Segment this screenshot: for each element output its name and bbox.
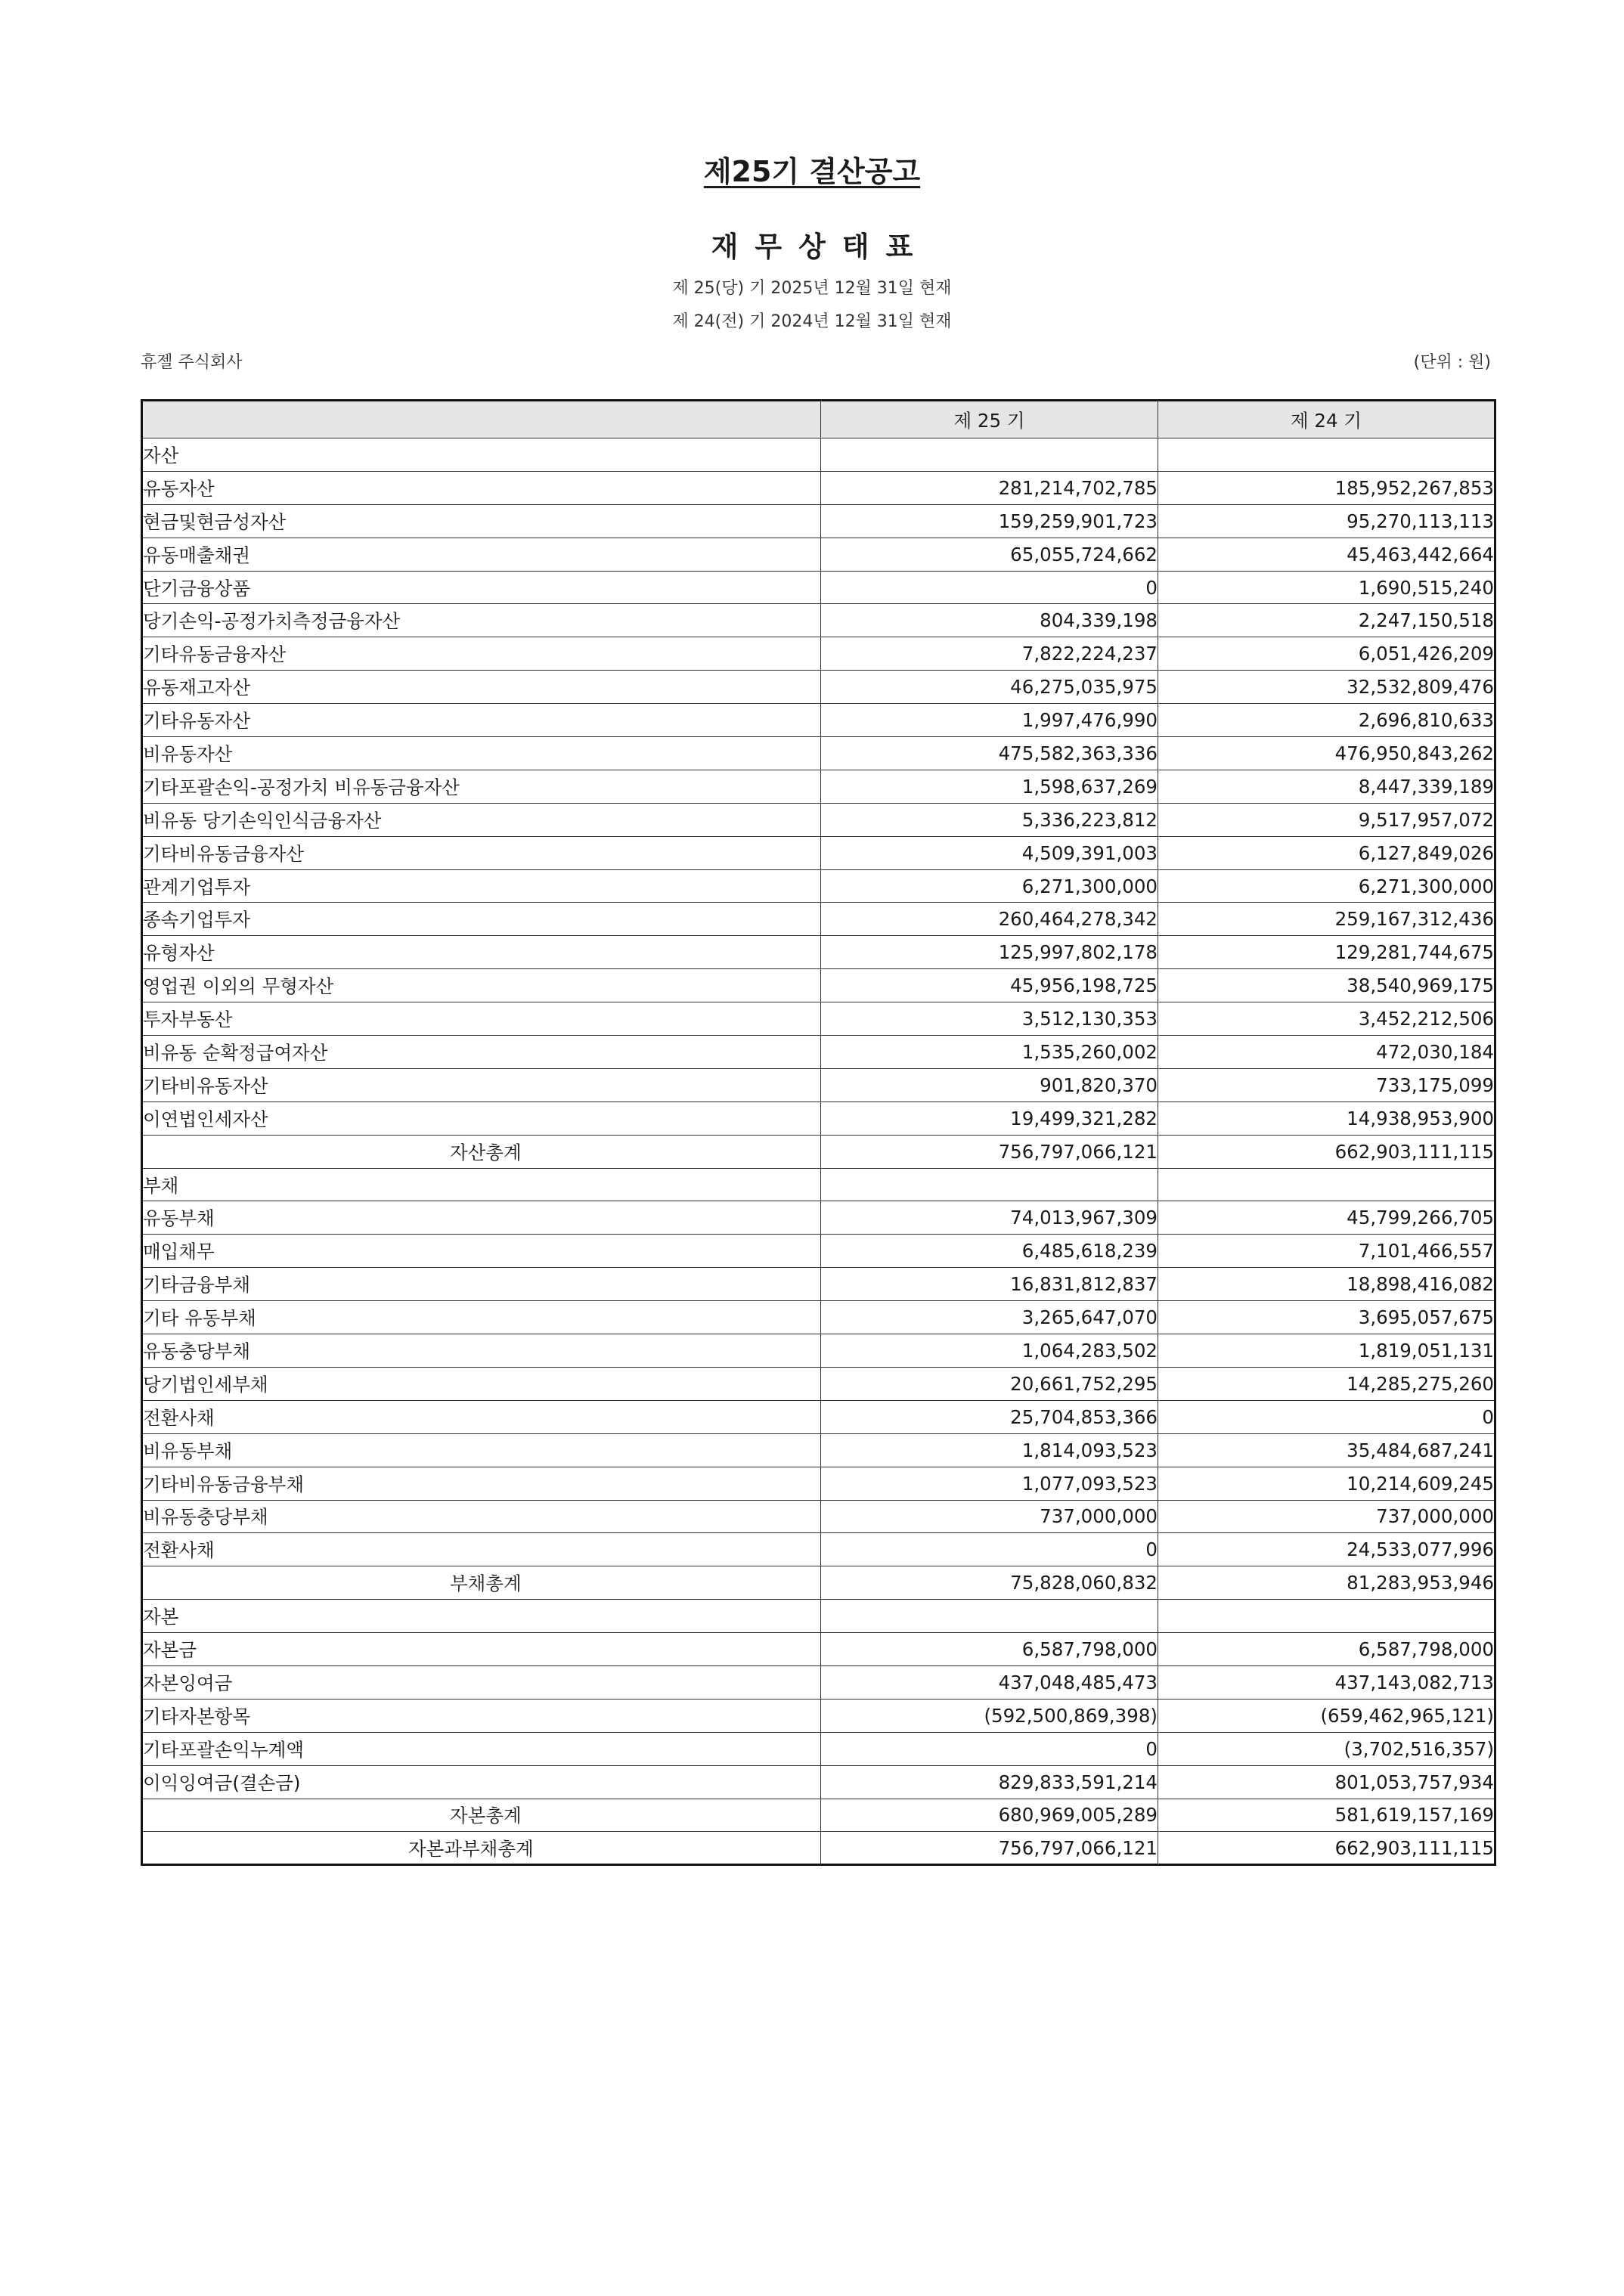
- value-period-25: 756,797,066,121: [821, 1832, 1158, 1865]
- table-row: [142, 1168, 1495, 1201]
- table-row: [142, 1135, 1495, 1168]
- table-row: [142, 1665, 1495, 1699]
- account-label: 기타 유동부채: [142, 1301, 821, 1334]
- value-period-24: (659,462,965,121): [1158, 1699, 1495, 1732]
- value-period-25: 437,048,485,473: [821, 1665, 1158, 1699]
- value-period-24: 662,903,111,115: [1158, 1135, 1495, 1168]
- value-period-24: 38,540,969,175: [1158, 969, 1495, 1002]
- account-label: 유동부채: [142, 1201, 821, 1235]
- notice-title: 제25기 결산공고: [703, 155, 921, 188]
- account-label: 유동재고자산: [142, 671, 821, 704]
- account-label: 단기금융상품: [142, 571, 821, 604]
- account-label: 이익잉여금(결손금): [142, 1765, 821, 1799]
- table-row: [142, 671, 1495, 704]
- account-label: 매입채무: [142, 1235, 821, 1268]
- value-period-25: 20,661,752,295: [821, 1367, 1158, 1400]
- table-row: [142, 1566, 1495, 1600]
- value-period-25: 829,833,591,214: [821, 1765, 1158, 1799]
- value-period-24: 35,484,687,241: [1158, 1433, 1495, 1467]
- total-label: 부채총계: [142, 1566, 821, 1600]
- value-period-24: 6,127,849,026: [1158, 836, 1495, 869]
- header-period-24: 제 24 기: [1158, 401, 1495, 438]
- account-label: 자본: [142, 1600, 821, 1633]
- table-row: [142, 1832, 1495, 1865]
- statement-title: 재무상태표: [711, 231, 930, 263]
- value-period-25: 0: [821, 571, 1158, 604]
- table-row: [142, 836, 1495, 869]
- value-period-25: 74,013,967,309: [821, 1201, 1158, 1235]
- value-period-24: 81,283,953,946: [1158, 1566, 1495, 1600]
- period-current: 제 25(당) 기 2025년 12월 31일 현재: [672, 279, 952, 298]
- account-label: 현금및현금성자산: [142, 504, 821, 538]
- table-row: [142, 1068, 1495, 1102]
- value-period-24: 14,285,275,260: [1158, 1367, 1495, 1400]
- value-period-25: 7,822,224,237: [821, 637, 1158, 671]
- value-period-24: 9,517,957,072: [1158, 803, 1495, 836]
- value-period-25: 65,055,724,662: [821, 538, 1158, 571]
- table-row: [142, 1036, 1495, 1069]
- account-label: 기타자본항목: [142, 1699, 821, 1732]
- value-period-24: 733,175,099: [1158, 1068, 1495, 1102]
- table-row: [142, 704, 1495, 737]
- table-row: [142, 737, 1495, 770]
- account-label: 기타유동자산: [142, 704, 821, 737]
- value-period-25: 5,336,223,812: [821, 803, 1158, 836]
- value-period-25: 125,997,802,178: [821, 936, 1158, 969]
- table-row: [142, 637, 1495, 671]
- table-row: [142, 1235, 1495, 1268]
- account-label: 기타금융부채: [142, 1268, 821, 1301]
- value-period-24: 185,952,267,853: [1158, 471, 1495, 504]
- account-label: 전환사채: [142, 1533, 821, 1566]
- table-row: [142, 538, 1495, 571]
- table-row: [142, 471, 1495, 504]
- table-row: [142, 936, 1495, 969]
- account-label: 유형자산: [142, 936, 821, 969]
- table-row: [142, 1433, 1495, 1467]
- account-label: 비유동부채: [142, 1433, 821, 1467]
- value-period-24: 95,270,113,113: [1158, 504, 1495, 538]
- table-row: [142, 1301, 1495, 1334]
- value-period-25: 1,064,283,502: [821, 1334, 1158, 1368]
- account-label: 기타비유동금융자산: [142, 836, 821, 869]
- table-row: [142, 869, 1495, 903]
- table-row: [142, 571, 1495, 604]
- value-period-24: 437,143,082,713: [1158, 1665, 1495, 1699]
- table-row: [142, 1400, 1495, 1433]
- value-period-25: 3,512,130,353: [821, 1002, 1158, 1036]
- value-period-25: 475,582,363,336: [821, 737, 1158, 770]
- value-period-24: 6,587,798,000: [1158, 1633, 1495, 1666]
- value-period-25: 680,969,005,289: [821, 1799, 1158, 1832]
- table-row: [142, 1201, 1495, 1235]
- value-period-24: 1,690,515,240: [1158, 571, 1495, 604]
- account-label: 비유동 순확정급여자산: [142, 1036, 821, 1069]
- value-period-25: 260,464,278,342: [821, 903, 1158, 936]
- value-period-24: 8,447,339,189: [1158, 770, 1495, 803]
- value-period-25: 3,265,647,070: [821, 1301, 1158, 1334]
- value-period-24: 24,533,077,996: [1158, 1533, 1495, 1566]
- table-row: [142, 1799, 1495, 1832]
- value-period-24: [1158, 1168, 1495, 1201]
- table-row: [142, 969, 1495, 1002]
- value-period-25: 737,000,000: [821, 1500, 1158, 1533]
- total-label: 자본총계: [142, 1799, 821, 1832]
- account-label: 관계기업투자: [142, 869, 821, 903]
- account-label: 자본잉여금: [142, 1665, 821, 1699]
- balance-sheet-table: [141, 399, 1496, 1866]
- value-period-24: 7,101,466,557: [1158, 1235, 1495, 1268]
- table-row: [142, 1600, 1495, 1633]
- value-period-25: 6,587,798,000: [821, 1633, 1158, 1666]
- value-period-25: 756,797,066,121: [821, 1135, 1158, 1168]
- account-label: 유동매출채권: [142, 538, 821, 571]
- account-label: 기타비유동자산: [142, 1068, 821, 1102]
- value-period-24: [1158, 438, 1495, 472]
- value-period-25: [821, 1168, 1158, 1201]
- table-row: [142, 1334, 1495, 1368]
- value-period-25: 1,535,260,002: [821, 1036, 1158, 1069]
- value-period-25: 46,275,035,975: [821, 671, 1158, 704]
- account-label: 전환사채: [142, 1400, 821, 1433]
- account-label: 기타비유동금융부채: [142, 1467, 821, 1500]
- value-period-25: 4,509,391,003: [821, 836, 1158, 869]
- value-period-24: 476,950,843,262: [1158, 737, 1495, 770]
- total-label: 자본과부채총계: [142, 1832, 821, 1865]
- table-row: [142, 1002, 1495, 1036]
- value-period-25: 1,997,476,990: [821, 704, 1158, 737]
- account-label: 당기손익-공정가치측정금융자산: [142, 604, 821, 637]
- value-period-25: 75,828,060,832: [821, 1566, 1158, 1600]
- table-row: [142, 504, 1495, 538]
- account-label: 자본금: [142, 1633, 821, 1666]
- table-row: [142, 1367, 1495, 1400]
- value-period-25: 901,820,370: [821, 1068, 1158, 1102]
- company-name: 휴젤 주식회사: [141, 353, 243, 372]
- value-period-25: 25,704,853,366: [821, 1400, 1158, 1433]
- total-label: 자산총계: [142, 1135, 821, 1168]
- value-period-25: 0: [821, 1533, 1158, 1566]
- table-row: [142, 604, 1495, 637]
- value-period-25: [821, 438, 1158, 472]
- account-label: 비유동자산: [142, 737, 821, 770]
- value-period-24: (3,702,516,357): [1158, 1732, 1495, 1765]
- unit-label: (단위 : 원): [1413, 353, 1491, 372]
- value-period-24: 472,030,184: [1158, 1036, 1495, 1069]
- value-period-25: [821, 1600, 1158, 1633]
- value-period-24: 14,938,953,900: [1158, 1102, 1495, 1135]
- value-period-25: 1,814,093,523: [821, 1433, 1158, 1467]
- table-header-row: [142, 401, 1495, 438]
- table-row: [142, 1765, 1495, 1799]
- value-period-24: 0: [1158, 1400, 1495, 1433]
- value-period-25: 1,598,637,269: [821, 770, 1158, 803]
- value-period-25: 159,259,901,723: [821, 504, 1158, 538]
- value-period-25: 0: [821, 1732, 1158, 1765]
- table-row: [142, 1633, 1495, 1666]
- table-row: [142, 1268, 1495, 1301]
- value-period-24: 662,903,111,115: [1158, 1832, 1495, 1865]
- value-period-24: 6,051,426,209: [1158, 637, 1495, 671]
- account-label: 영업권 이외의 무형자산: [142, 969, 821, 1002]
- value-period-25: 804,339,198: [821, 604, 1158, 637]
- value-period-24: 581,619,157,169: [1158, 1799, 1495, 1832]
- table-row: [142, 770, 1495, 803]
- table-body: [142, 438, 1495, 1865]
- value-period-24: 6,271,300,000: [1158, 869, 1495, 903]
- account-label: 기타포괄손익-공정가치 비유동금융자산: [142, 770, 821, 803]
- value-period-24: 32,532,809,476: [1158, 671, 1495, 704]
- account-label: 기타유동금융자산: [142, 637, 821, 671]
- value-period-24: 2,696,810,633: [1158, 704, 1495, 737]
- value-period-25: 281,214,702,785: [821, 471, 1158, 504]
- account-label: 유동자산: [142, 471, 821, 504]
- account-label: 이연법인세자산: [142, 1102, 821, 1135]
- value-period-24: 3,452,212,506: [1158, 1002, 1495, 1036]
- value-period-25: 6,271,300,000: [821, 869, 1158, 903]
- table-row: [142, 1500, 1495, 1533]
- table-row: [142, 1533, 1495, 1566]
- account-label: 기타포괄손익누계액: [142, 1732, 821, 1765]
- account-label: 당기법인세부채: [142, 1367, 821, 1400]
- value-period-24: 2,247,150,518: [1158, 604, 1495, 637]
- account-label: 유동충당부채: [142, 1334, 821, 1368]
- table-row: [142, 1732, 1495, 1765]
- account-label: 부채: [142, 1168, 821, 1201]
- header-label-cell: [142, 401, 821, 438]
- account-label: 종속기업투자: [142, 903, 821, 936]
- value-period-25: 16,831,812,837: [821, 1268, 1158, 1301]
- value-period-24: 10,214,609,245: [1158, 1467, 1495, 1500]
- period-prior: 제 24(전) 기 2024년 12월 31일 현재: [672, 312, 952, 331]
- value-period-24: [1158, 1600, 1495, 1633]
- value-period-24: 129,281,744,675: [1158, 936, 1495, 969]
- table-row: [142, 1102, 1495, 1135]
- value-period-24: 18,898,416,082: [1158, 1268, 1495, 1301]
- account-label: 투자부동산: [142, 1002, 821, 1036]
- value-period-24: 45,799,266,705: [1158, 1201, 1495, 1235]
- account-label: 비유동 당기손익인식금융자산: [142, 803, 821, 836]
- value-period-25: (592,500,869,398): [821, 1699, 1158, 1732]
- table-row: [142, 803, 1495, 836]
- value-period-25: 19,499,321,282: [821, 1102, 1158, 1135]
- account-label: 비유동충당부채: [142, 1500, 821, 1533]
- value-period-24: 737,000,000: [1158, 1500, 1495, 1533]
- value-period-24: 259,167,312,436: [1158, 903, 1495, 936]
- table-row: [142, 1699, 1495, 1732]
- value-period-24: 3,695,057,675: [1158, 1301, 1495, 1334]
- table-row: [142, 438, 1495, 472]
- value-period-25: 45,956,198,725: [821, 969, 1158, 1002]
- value-period-24: 45,463,442,664: [1158, 538, 1495, 571]
- value-period-25: 6,485,618,239: [821, 1235, 1158, 1268]
- value-period-25: 1,077,093,523: [821, 1467, 1158, 1500]
- account-label: 자산: [142, 438, 821, 472]
- header-period-25: 제 25 기: [821, 401, 1158, 438]
- table-row: [142, 903, 1495, 936]
- value-period-24: 801,053,757,934: [1158, 1765, 1495, 1799]
- value-period-24: 1,819,051,131: [1158, 1334, 1495, 1368]
- table-row: [142, 1467, 1495, 1500]
